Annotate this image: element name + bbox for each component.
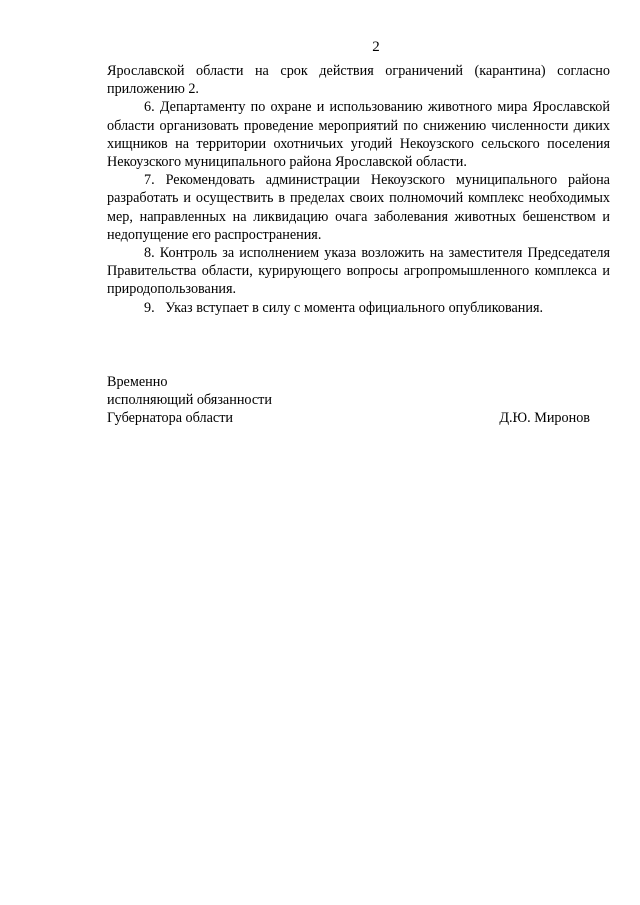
paragraph-item-8: 8. Контроль за исполнением указа возложить на заместителя Председателя Правительства области, курирующего вопросы агропромышленного комплекса и природопользования. [107, 245, 610, 298]
signature-line-3 [107, 409, 590, 427]
signature-name: Д.Ю. Миронов [499, 410, 590, 427]
signature-line-1: Временно [107, 374, 168, 390]
document-body [107, 62, 610, 317]
signature-line-2: исполняющий обязанности [107, 392, 272, 409]
paragraph-continuation: Ярославской области на срок действия ограничений (карантина) согласно приложению 2. [107, 63, 610, 98]
paragraph-item-7: 7. Рекомендовать администрации Некоузского муниципального района разработать и осуществить в пределах своих полномочий комплекс необходимых мер, направленных на ликвидацию очага заболевания животных бешенством и недопущение его распространения. [107, 172, 610, 243]
signature-title: Губернатора области [107, 410, 233, 427]
paragraph-item-9: 9. Указ вступает в силу с момента официального опубликования. [144, 299, 544, 316]
page-number: 2 [372, 39, 380, 55]
signature-block [107, 373, 590, 428]
paragraph-item-6: 6. Департаменту по охране и использованию животного мира Ярославской области организовать проведение мероприятий по снижению численности диких хищников на территории охотничьих угодий Некоузского сельского поселения Некоузского муниципального района Ярославской области. [107, 99, 610, 171]
